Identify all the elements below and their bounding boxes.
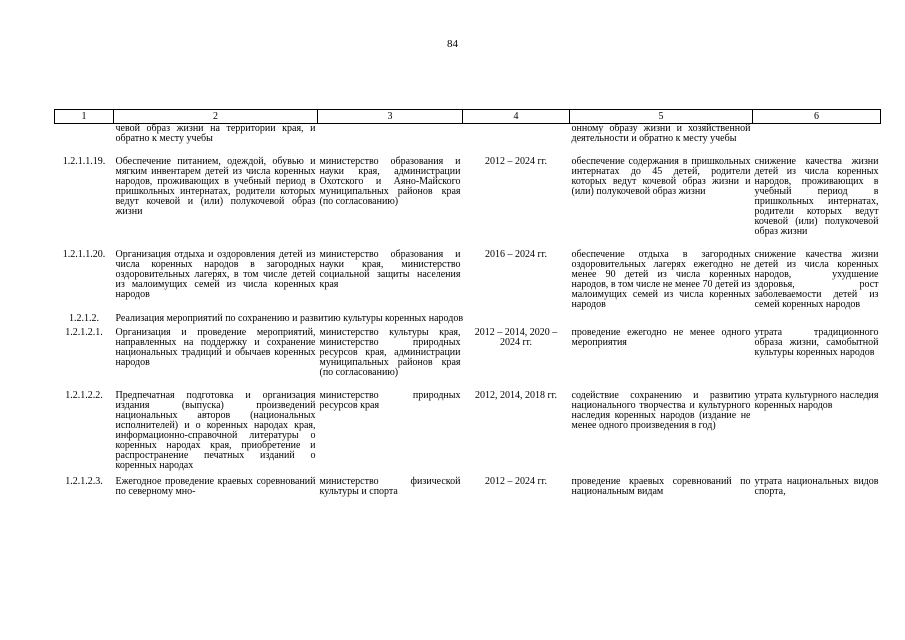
period-cell: 2012 – 2014, 2020 – 2024 гг. — [474, 327, 558, 348]
table-row — [55, 250, 881, 310]
section-row — [55, 314, 881, 324]
action-cell: Предпечатная подготовка и организация издания (выпуска) произведений национальных авторов (национальных исполнителей) и о коренных народах края, информационно-справочной литературы о коренных народах края, приобретение и распространение печатных изданий о коренных народах — [115, 390, 316, 471]
consequence-cell: снижение качества жизни детей из числа коренных народов, проживающих в учебный период в пришкольных интернатах, родители которых ведут кочевой (или) полукочевой образ жизни — [754, 156, 879, 237]
result-cell: проведение ежегодно не менее одного мероприятия — [571, 327, 751, 348]
section-title: Реализация мероприятий по сохранению и развитию культуры коренных народов — [115, 313, 464, 324]
program-table — [54, 109, 881, 497]
action-cell: Организация отдыха и оздоровления детей из числа коренных народов в загородных оздоровительных лагерях, в том числе детей из малоимущих семей из числа коренных народов — [115, 249, 316, 300]
result-cell: обеспечение отдыха в загородных оздоровительных лагерях ежегодно не менее 90 детей из числа коренных народов, в том числе не менее 70 детей из малоимущих семей из числа коренных народов — [571, 249, 751, 310]
executor-cell — [318, 124, 463, 145]
table-header-row — [55, 110, 881, 124]
header-cell: 2 — [114, 110, 318, 124]
row-number — [55, 124, 114, 145]
period-cell: 2012 – 2024 гг. — [484, 156, 548, 167]
row-number: 1.2.1.1.19. — [62, 156, 106, 167]
period-cell: 2012, 2014, 2018 гг. — [474, 390, 558, 401]
table-row — [55, 391, 881, 471]
result-cell: обеспечение содержания в пришкольных интернатах до 45 детей, родители которых ведут кочевой образ жизни и (или) полукочевой образ жизни — [571, 156, 751, 197]
table-row — [55, 124, 881, 145]
row-number: 1.2.1.2.1. — [65, 327, 103, 338]
action-cell: Ежегодное проведение краевых соревнований по северному мно- — [115, 476, 316, 497]
consequence-cell: утрата национальных видов спорта, — [754, 476, 879, 497]
table-row — [55, 328, 881, 378]
consequence-cell — [753, 124, 881, 145]
header-cell: 6 — [753, 110, 881, 124]
row-number: 1.2.1.2.2. — [65, 390, 103, 401]
executor-cell: министерство природных ресурсов края — [319, 390, 461, 411]
section-number: 1.2.1.2. — [69, 313, 99, 324]
executor-cell: министерство образования и науки края, администрации Охотского и Аяно-Майского муниципальных районов края (по согласованию) — [319, 156, 461, 207]
period-cell — [463, 124, 570, 145]
result-cell: проведение краевых соревнований по национальным видам — [571, 476, 751, 497]
consequence-cell: утрата культурного наследия коренных народов — [754, 390, 879, 411]
consequence-cell: утрата традиционного образа жизни, самобытной культуры коренных народов — [754, 327, 879, 358]
executor-cell: министерство образования и науки края, министерство социальной защиты населения края — [319, 249, 461, 290]
executor-cell: министерство культуры края, министерство природных ресурсов края, администрации муниципальных районов края (по согласованию) — [319, 327, 461, 378]
header-cell: 1 — [55, 110, 114, 124]
period-cell: 2012 – 2024 гг. — [484, 476, 548, 487]
action-cell: Обеспечение питанием, одеждой, обувью и мягким инвентарем детей из числа коренных народов, проживающих в учебный период в пришкольных интернатах, родители которых ведут кочевой и (или) полукочевой образ жизни — [115, 156, 316, 217]
row-number: 1.2.1.1.20. — [62, 249, 106, 260]
executor-cell: министерство физической культуры и спорта — [319, 476, 461, 497]
result-cell: онному образу жизни и хозяйственной деятельности и обратно к месту учебы — [571, 123, 751, 144]
table-row — [55, 477, 881, 497]
action-cell: Организация и проведение мероприятий, направленных на поддержку и сохранение национальных традиций и обычаев коренных народов — [115, 327, 316, 368]
header-cell: 5 — [570, 110, 753, 124]
result-cell: содействие сохранению и развитию национального творчества и культурного наследия коренных народов (издание не менее одного произведения в год) — [571, 390, 751, 431]
row-number: 1.2.1.2.3. — [65, 476, 103, 487]
table-row — [55, 157, 881, 237]
period-cell: 2016 – 2024 гг. — [484, 249, 548, 260]
consequence-cell: снижение качества жизни детей из числа коренных народов, ухудшение здоровья, рост заболеваемости детей из семей коренных народов — [754, 249, 879, 310]
action-cell: чевой образ жизни на территории края, и обратно к месту учебы — [115, 123, 316, 144]
header-cell: 4 — [463, 110, 570, 124]
page-number: 84 — [447, 38, 458, 50]
header-cell: 3 — [318, 110, 463, 124]
